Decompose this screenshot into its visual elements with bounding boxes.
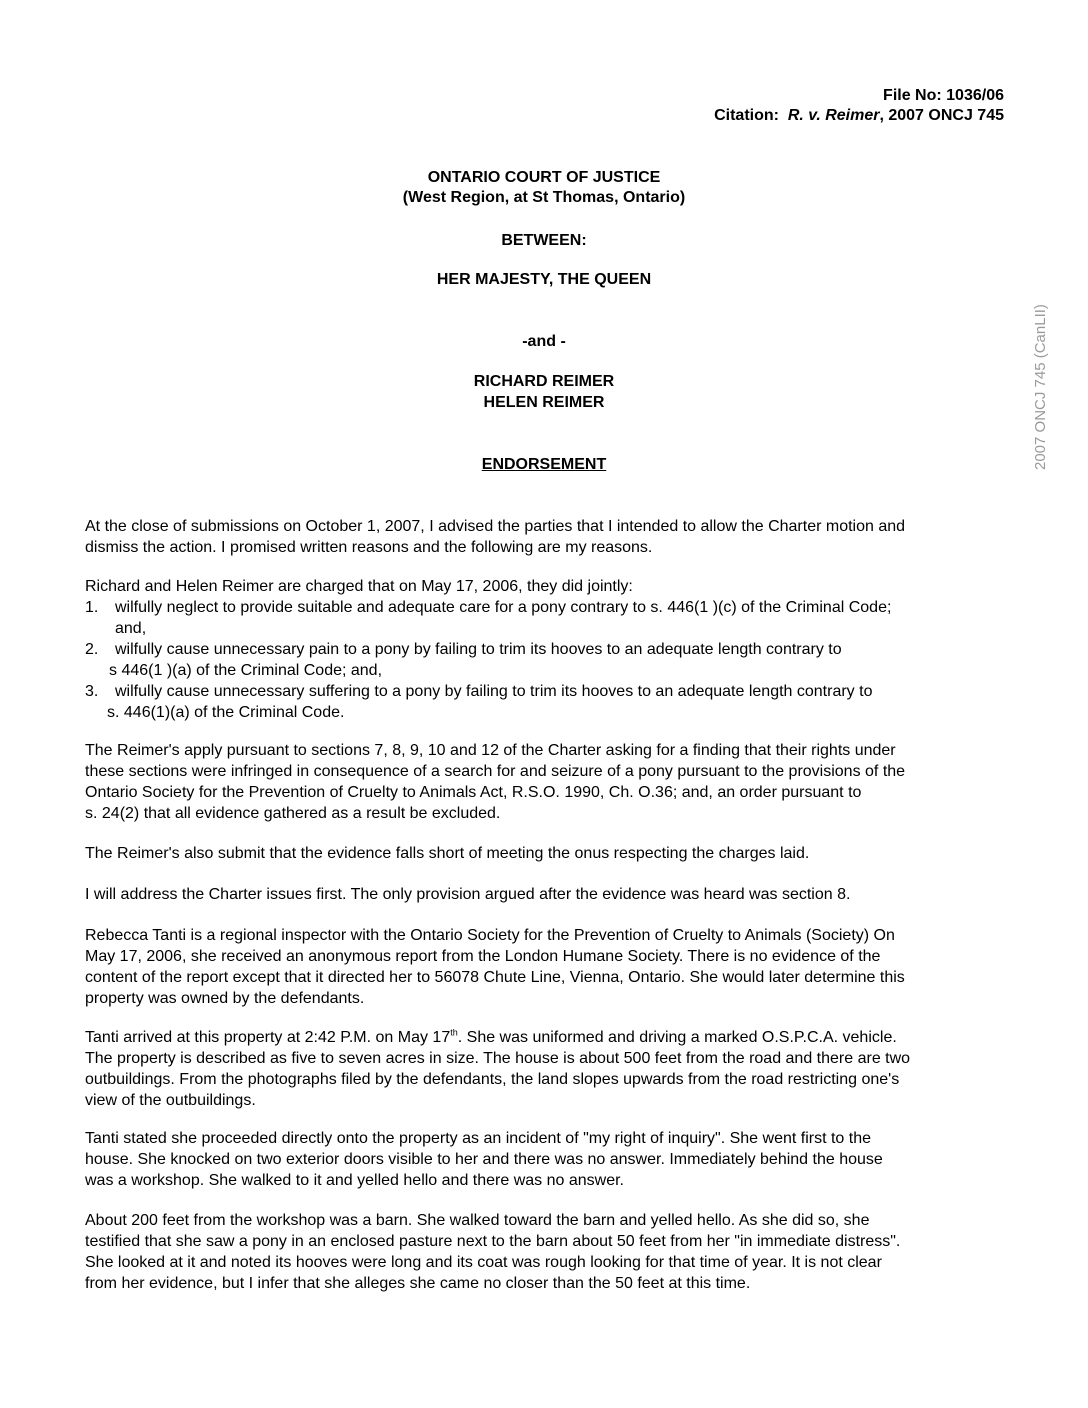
text-line [85, 1027, 1005, 1048]
text-line: The Reimer's apply pursuant to sections 7, 8, 9, 10 and 12 of the Charter asking for a finding that their rights under [85, 742, 896, 759]
list-number: 3. [85, 683, 99, 700]
text-line: I will address the Charter issues first. The only provision argued after the evidence was heard was section 8. [85, 886, 851, 903]
text-line: Ontario Society for the Prevention of Cruelty to Animals Act, R.S.O. 1990, Ch. O.36; and, an order pursuant to [85, 784, 862, 801]
citation-reference: , 2007 ONCJ 745 [879, 107, 1004, 124]
text-line: The Reimer's also submit that the evidence falls short of meeting the onus respecting the charges laid. [85, 845, 810, 862]
text-line: property was owned by the defendants. [85, 990, 365, 1007]
text-line: these sections were infringed in consequence of a search for and seizure of a pony pursuant to the provisions of the [85, 763, 906, 780]
party-defendant-2: HELEN REIMER [483, 394, 605, 411]
text-line: content of the report except that it directed her to 56078 Chute Line, Vienna, Ontario. She would later determine this [85, 969, 905, 986]
paragraph-7 [85, 1027, 1005, 1111]
text-line: and, [115, 620, 147, 637]
paragraph-6 [85, 925, 1005, 1009]
text-line: wilfully neglect to provide suitable and adequate care for a pony contrary to s. 446(1 )(c) of the Criminal Code; [115, 599, 892, 616]
file-number: File No: 1036/06 [883, 87, 1004, 104]
court-region: (West Region, at St Thomas, Ontario) [402, 189, 686, 206]
list-number: 2. [85, 641, 99, 658]
file-header [714, 86, 1004, 126]
text-line: Rebecca Tanti is a regional inspector with the Ontario Society for the Prevention of Cruelty to Animals (Society) On [85, 927, 895, 944]
text-line: was a workshop. She walked to it and yelled hello and there was no answer. [85, 1172, 624, 1189]
document-title: ENDORSEMENT [481, 456, 607, 473]
paragraph-5 [85, 884, 1005, 905]
text-fragment: . She was uniformed and driving a marked O.S.P.C.A. vehicle. [457, 1029, 897, 1046]
and-separator: -and - [522, 333, 566, 350]
text-line: Tanti stated she proceeded directly onto the property as an incident of "my right of inquiry". She went first to the [85, 1130, 872, 1147]
text-line: s. 446(1)(a) of the Criminal Code. [107, 704, 345, 721]
text-line: house. She knocked on two exterior doors visible to her and there was no answer. Immediately behind the house [85, 1151, 883, 1168]
ordinal-suffix: th [450, 1027, 458, 1038]
text-line: She looked at it and noted its hooves were long and its coat was rough looking for that time of year. It is not clear [85, 1254, 882, 1271]
between-label: BETWEEN: [501, 232, 587, 249]
text-line: testified that she saw a pony in an enclosed pasture next to the barn about 50 feet from her "in immediate distress". [85, 1233, 901, 1250]
text-fragment: Tanti arrived at this property at 2:42 P.M. on May 17 [85, 1029, 451, 1046]
text-line: from her evidence, but I infer that she alleges she came no closer than the 50 feet at this time. [85, 1275, 751, 1292]
citation [714, 106, 1004, 126]
citation-label: Citation: [714, 107, 779, 124]
charge-item [85, 681, 1005, 723]
list-number: 1. [85, 599, 99, 616]
text-line: At the close of submissions on October 1, 2007, I advised the parties that I intended to allow the Charter motion and [85, 518, 906, 535]
paragraph-4 [85, 843, 1005, 864]
text-line: dismiss the action. I promised written reasons and the following are my reasons. [85, 539, 653, 556]
canlii-watermark: 2007 ONCJ 745 (CanLII) [1032, 304, 1049, 470]
text-line: s. 24(2) that all evidence gathered as a result be excluded. [85, 805, 501, 822]
party-crown: HER MAJESTY, THE QUEEN [436, 271, 652, 288]
paragraph-charges [85, 576, 1005, 723]
text-line: The property is described as five to seven acres in size. The house is about 500 feet from the road and there are two [85, 1050, 911, 1067]
text-line: May 17, 2006, she received an anonymous report from the London Humane Society. There is no evidence of the [85, 948, 881, 965]
text-line: wilfully cause unnecessary suffering to a pony by failing to trim its hooves to an adequate length contrary to [115, 683, 873, 700]
charge-item [85, 597, 1005, 639]
party-defendant-1: RICHARD REIMER [473, 373, 615, 390]
paragraph-3 [85, 740, 1005, 824]
paragraph-1 [85, 516, 1005, 558]
text-line: view of the outbuildings. [85, 1092, 256, 1109]
paragraph-8 [85, 1128, 1005, 1191]
court-name: ONTARIO COURT OF JUSTICE [427, 169, 661, 186]
text-line: Richard and Helen Reimer are charged that on May 17, 2006, they did jointly: [85, 578, 633, 595]
citation-case-name: R. v. Reimer [787, 107, 880, 124]
charge-item [85, 639, 1005, 681]
paragraph-9 [85, 1210, 1005, 1294]
text-line: About 200 feet from the workshop was a barn. She walked toward the barn and yelled hello. As she did so, she [85, 1212, 870, 1229]
text-line: s 446(1 )(a) of the Criminal Code; and, [109, 662, 383, 679]
text-line: outbuildings. From the photographs filed by the defendants, the land slopes upwards from the road restricting one's [85, 1071, 900, 1088]
text-line: wilfully cause unnecessary pain to a pony by failing to trim its hooves to an adequate length contrary to [115, 641, 842, 658]
